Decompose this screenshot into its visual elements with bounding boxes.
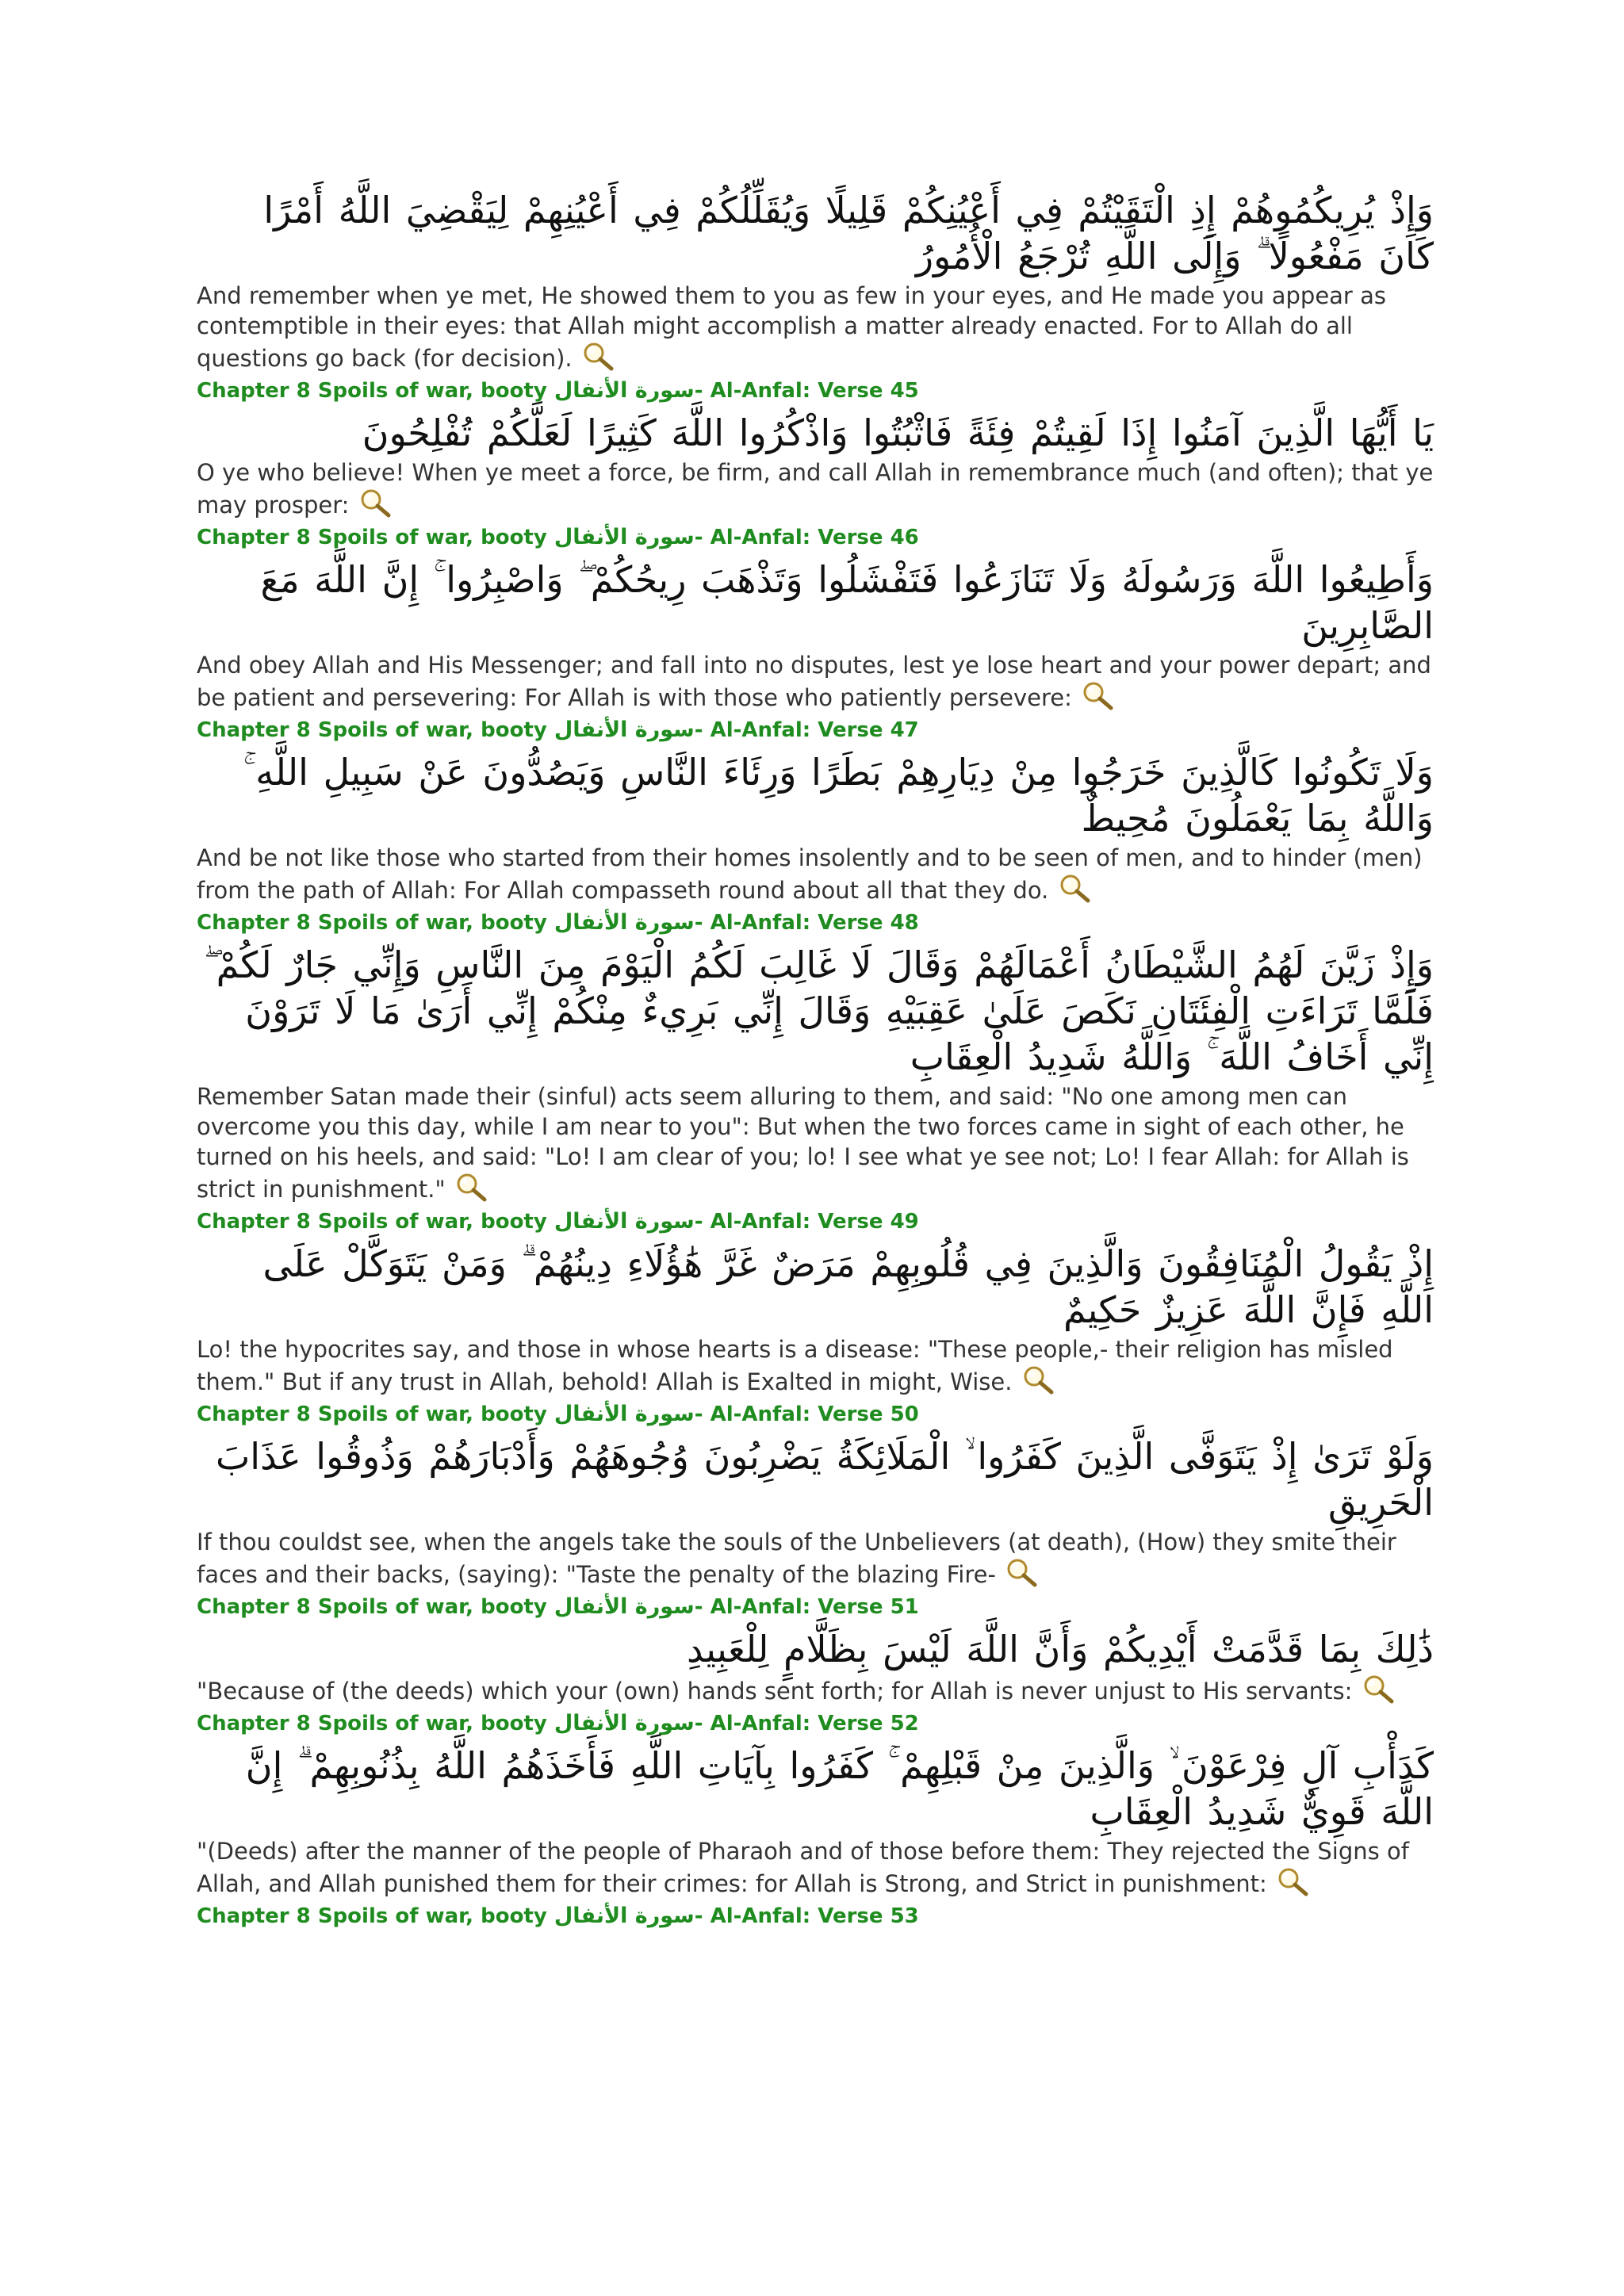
translation-body: Remember Satan made their (sinful) acts seem alluring to them, and said: "No one among men can overcome you this day, while I am near to you": But when the two forces came in sight of each other, he turned on his heels, and said: "Lo! I am clear of you; lo! I see what ye see not; Lo! I fear Allah: for Allah is strict in punishment." — [197, 1083, 1409, 1203]
sura-name-arabic: سورة الأنفال — [553, 1209, 695, 1234]
verse-list — [197, 187, 1434, 1935]
arabic-verse: ذَٰلِكَ بِمَا قَدَّمَتْ أَيْدِيكُمْ وَأَنَّ اللَّهَ لَيْسَ بِظَلَّامٍ لِلْعَبِيدِ — [687, 1628, 1434, 1670]
translation-text — [197, 1674, 1434, 1706]
translation-text — [197, 1334, 1434, 1397]
translation-body: And obey Allah and His Messenger; and fall into no disputes, lest ye lose heart and your power depart; and be patient and persevering: For Allah is with those who patiently persevere: — [197, 652, 1431, 711]
magnifier-icon[interactable] — [1058, 873, 1093, 905]
arabic-verse: وَأَطِيعُوا اللَّهَ وَرَسُولَهُ وَلَا تَنَازَعُوا فَتَفْشَلُوا وَتَذْهَبَ رِيحُكُمْ ۖ وَاصْبِرُوا ۚ إِنَّ اللَّهَ مَعَ الصَّابِرِينَ — [260, 558, 1434, 647]
sura-name-arabic: سورة الأنفال — [553, 718, 695, 742]
sura-verse-label: - Al-Anfal: Verse 49 — [694, 1210, 919, 1234]
verse-reference[interactable] — [197, 1709, 1434, 1738]
arabic-verse: كَدَأْبِ آلِ فِرْعَوْنَ ۙ وَالَّذِينَ مِنْ قَبْلِهِمْ ۚ كَفَرُوا بِآيَاتِ اللَّهِ فَأَخَذَهُمُ اللَّهُ بِذُنُوبِهِمْ ۗ إِنَّ اللَّهَ قَوِيٌّ شَدِيدُ الْعِقَابِ — [245, 1744, 1434, 1833]
translation-text — [197, 457, 1434, 520]
translation-text — [197, 843, 1434, 905]
sura-verse-label: - Al-Anfal: Verse 45 — [694, 379, 919, 403]
sura-verse-label: - Al-Anfal: Verse 52 — [694, 1712, 919, 1735]
chapter-label: Chapter 8 Spoils of war, booty — [197, 1595, 547, 1619]
sura-verse-label: - Al-Anfal: Verse 48 — [694, 911, 919, 935]
magnifier-icon[interactable] — [358, 488, 393, 519]
translation-text — [197, 281, 1434, 373]
sura-name-arabic: سورة الأنفال — [553, 910, 695, 935]
sura-name-arabic: سورة الأنفال — [553, 1904, 695, 1928]
magnifier-icon[interactable] — [1276, 1866, 1311, 1898]
translation-text — [197, 650, 1434, 713]
sura-name-arabic: سورة الأنفال — [553, 1402, 695, 1426]
chapter-label: Chapter 8 Spoils of war, booty — [197, 526, 547, 549]
chapter-label: Chapter 8 Spoils of war, booty — [197, 718, 547, 742]
arabic-verse: وَلَوْ تَرَىٰ إِذْ يَتَوَفَّى الَّذِينَ كَفَرُوا ۙ الْمَلَائِكَةُ يَضْرِبُونَ وُجُوهَهُمْ وَأَدْبَارَهُمْ وَذُوقُوا عَذَابَ الْحَرِيقِ — [216, 1435, 1434, 1524]
verse-block — [197, 749, 1434, 937]
sura-verse-label: - Al-Anfal: Verse 47 — [694, 718, 919, 742]
chapter-label: Chapter 8 Spoils of war, booty — [197, 1904, 547, 1928]
verse-reference[interactable] — [197, 523, 1434, 552]
verse-reference[interactable] — [197, 909, 1434, 937]
translation-body: If thou couldst see, when the angels take the souls of the Unbelievers (at death), (How) they smite their faces and their backs, (saying): "Taste the penalty of the blazing Fire- — [197, 1529, 1396, 1588]
sura-name-arabic: سورة الأنفال — [553, 525, 695, 549]
translation-body: Lo! the hypocrites say, and those in whose hearts is a disease: "These people,- their religion has misled them." But if any trust in Allah, behold! Allah is Exalted in might, Wise. — [197, 1336, 1393, 1395]
sura-verse-label: - Al-Anfal: Verse 53 — [694, 1904, 919, 1928]
chapter-label: Chapter 8 Spoils of war, booty — [197, 911, 547, 935]
chapter-label: Chapter 8 Spoils of war, booty — [197, 379, 547, 403]
translation-text — [197, 1836, 1434, 1899]
arabic-verse: إِذْ يَقُولُ الْمُنَافِقُونَ وَالَّذِينَ فِي قُلُوبِهِمْ مَرَضٌ غَرَّ هَٰؤُلَاءِ دِينُهُمْ ۗ وَمَنْ يَتَوَكَّلْ عَلَى اللَّهِ فَإِنَّ اللَّهَ عَزِيزٌ حَكِيمٌ — [262, 1242, 1434, 1331]
verse-block — [197, 187, 1434, 405]
verse-reference[interactable] — [197, 1400, 1434, 1429]
translation-text — [197, 1527, 1434, 1590]
sura-verse-label: - Al-Anfal: Verse 46 — [694, 526, 919, 549]
magnifier-icon[interactable] — [581, 341, 616, 373]
verse-block — [197, 1433, 1434, 1621]
translation-body: "(Deeds) after the manner of the people of Pharaoh and of those before them: They rejected the Signs of Allah, and Allah punished them for their crimes: for Allah is Strong, and Strict in punishment: — [197, 1838, 1409, 1897]
verse-block — [197, 557, 1434, 744]
arabic-verse: وَإِذْ زَيَّنَ لَهُمُ الشَّيْطَانُ أَعْمَالَهُمْ وَقَالَ لَا غَالِبَ لَكُمُ الْيَوْمَ مِنَ النَّاسِ وَإِنِّي جَارٌ لَكُمْ ۖ فَلَمَّا تَرَاءَتِ الْفِئَتَانِ نَكَصَ عَلَىٰ عَقِبَيْهِ وَقَالَ إِنِّي بَرِيءٌ مِنْكُمْ إِنِّي أَرَىٰ مَا لَا تَرَوْنَ إِنِّي أَخَافُ اللَّهَ ۚ وَاللَّهُ شَدِيدُ الْعِقَابِ — [204, 943, 1434, 1078]
verse-block — [197, 1743, 1434, 1931]
arabic-verse: يَا أَيُّهَا الَّذِينَ آمَنُوا إِذَا لَقِيتُمْ فِئَةً فَاثْبُتُوا وَاذْكُرُوا اللَّهَ كَثِيرًا لَعَلَّكُمْ تُفْلِحُونَ — [362, 411, 1434, 454]
arabic-verse: وَلَا تَكُونُوا كَالَّذِينَ خَرَجُوا مِنْ دِيَارِهِمْ بَطَرًا وَرِئَاءَ النَّاسِ وَيَصُدُّونَ عَنْ سَبِيلِ اللَّهِ ۚ وَاللَّهُ بِمَا يَعْمَلُونَ مُحِيطٌ — [243, 751, 1434, 840]
sura-verse-label: - Al-Anfal: Verse 51 — [694, 1595, 919, 1619]
arabic-verse: وَإِذْ يُرِيكُمُوهُمْ إِذِ الْتَقَيْتُمْ فِي أَعْيُنِكُمْ قَلِيلًا وَيُقَلِّلُكُمْ فِي أَعْيُنِهِمْ لِيَقْضِيَ اللَّهُ أَمْرًا كَانَ مَفْعُولًا ۗ وَإِلَى اللَّهِ تُرْجَعُ الْأُمُورُ — [263, 189, 1434, 277]
verse-reference[interactable] — [197, 377, 1434, 405]
verse-block — [197, 1626, 1434, 1738]
magnifier-icon[interactable] — [1005, 1557, 1040, 1589]
translation-body: And be not like those who started from their homes insolently and to be seen of men, and to hinder (men) from the path of Allah: For Allah compasseth round about all that they do. — [197, 844, 1423, 904]
sura-name-arabic: سورة الأنفال — [553, 378, 695, 403]
verse-block — [197, 410, 1434, 552]
verse-reference[interactable] — [197, 1593, 1434, 1621]
sura-verse-label: - Al-Anfal: Verse 50 — [694, 1402, 919, 1426]
magnifier-icon[interactable] — [1021, 1364, 1056, 1396]
magnifier-icon[interactable] — [1081, 680, 1116, 712]
translation-body: O ye who believe! When ye meet a force, be firm, and call Allah in remembrance much (and often); that ye may prosper: — [197, 459, 1434, 519]
magnifier-icon[interactable] — [454, 1172, 489, 1203]
verse-reference[interactable] — [197, 716, 1434, 744]
magnifier-icon[interactable] — [1362, 1674, 1396, 1705]
verse-block — [197, 942, 1434, 1236]
translation-body: And remember when ye met, He showed them to you as few in your eyes, and He made you appear as contemptible in their eyes: that Allah might accomplish a matter already enacted. For to Allah do all questions go back (for decision). — [197, 282, 1386, 372]
chapter-label: Chapter 8 Spoils of war, booty — [197, 1402, 547, 1426]
chapter-label: Chapter 8 Spoils of war, booty — [197, 1712, 547, 1735]
translation-body: "Because of (the deeds) which your (own) hands sent forth; for Allah is never unjust to His servants: — [197, 1678, 1353, 1705]
verse-reference[interactable] — [197, 1207, 1434, 1236]
sura-name-arabic: سورة الأنفال — [553, 1711, 695, 1735]
verse-reference[interactable] — [197, 1902, 1434, 1931]
sura-name-arabic: سورة الأنفال — [553, 1594, 695, 1619]
chapter-label: Chapter 8 Spoils of war, booty — [197, 1210, 547, 1234]
translation-text — [197, 1081, 1434, 1204]
verse-block — [197, 1241, 1434, 1429]
